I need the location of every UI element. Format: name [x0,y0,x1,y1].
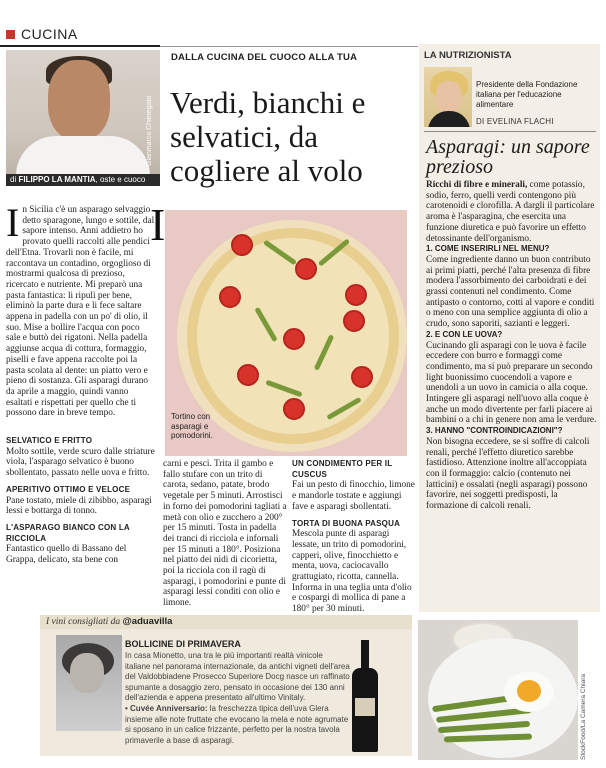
sidebar-answer: Cucinando gli asparagi con le uova è facile eccedere con burro e formaggi come condimento, ma si può preparare un secondo light buonissimo cuocendoli a vapore e unendoli a un uovo in camicia o alla coque. Intingere gli asparagi nell'uovo alla coque è anche un modo divertente per farli piacere ai bambini o a chi in genere non ama le verdure. [426,340,597,426]
bottle-neck [361,640,369,670]
section-text: Mescola punte di asparagi lessate, un trito di pomodorini, capperi, olive, finocchietto e menta, uova, caciocavallo grattugiato, ricotta, cannella. Informa in una teglia unta d'olio e cospargi di mollica di pane a 180° per 30 minuti. [292,529,412,615]
sidebar-answer: Come ingrediente danno un buon contributo ai primi piatti, perché l'alta presenza di fibre modera l'assorbimento dei carboidrati e dei grassi contenuti nel condimento. Come antipasto o contorno, cotti al vapore e conditi o meno con una semplice aggiunta di olio a crudo, sono saporiti, sazianti e leggeri. [426,254,595,330]
wine-title: BOLLICINE DI PRIMAVERA [125,639,241,649]
chef-caption-prefix: di [10,175,17,184]
sidebar-title: Asparagi: un sapore prezioso [426,136,590,178]
drop-cap: I [150,199,166,250]
tomato-slice [219,286,241,308]
wine-body [125,651,350,746]
section-text: Fai un pesto di finocchio, limone e mandorle tostate e aggiungi fave e asparagi sbollentati. [292,480,415,512]
tomato-slice [345,284,367,306]
chef-photo [6,50,160,185]
column-1-sections [6,430,156,566]
chef-name: FILIPPO LA MANTIA [18,175,96,184]
section-heading: UN CONDIMENTO PER IL CUSCUS [292,459,393,479]
sidebar-question: 3. HANNO "CONTROINDICAZIONI"? [426,426,563,436]
nutritionist-face [436,81,462,113]
asparagus-egg-photo [418,620,578,760]
wine-paragraph: la freschezza tipica dell'uva Glera insieme alle note fruttate che evocano la mela e note agrumate si sposano in un calice frizzante, perfetto per la nostra tavola primaverile a base di asparagi. [125,703,349,745]
bottle-label [355,698,375,716]
intro-column [6,200,156,419]
tomato-slice [343,310,365,332]
wine-paragraph: In casa Mionetto, una tra le più importanti realtà vinicole italiane nel panorama internazionale, da antichi vigneti dell'area del Valdobbiadene Prosecco Superiore Docg nasce un raffinato spumante a dosaggio zero, pensato in occasione dei 130 anni dell'azienda e appena presentato all'ultimo Vinitaly. [125,651,350,703]
sidebar-answer: Non bisogna eccedere, se si soffre di calcoli renali, perché l'effetto diuretico sarebbe fastidioso. Attenzione inoltre all'accoppiata con il formaggio: calcio (contenuto nei latticini) e ossalati (negli asparagi) possono favorire, nei soggetti predisposti, la formazione di calcoli renali. [426,436,590,512]
intro-drop-cap: I [6,200,20,245]
tomato-slice [351,366,373,388]
column-3 [292,459,416,615]
tomato-slice [295,258,317,280]
tomato-slice [231,234,253,256]
section-text: Pane tostato, miele di zibibbo, asparagi lessi e bottarga di tonno. [6,495,152,517]
article-kicker: DALLA CUCINA DEL CUOCO ALLA TUA [171,52,358,63]
section-marker [6,30,15,39]
intro-body: n Sicilia c'è un asparago selvaggio detto sparagone, lungo e sottile, dal sapore intenso. Anni addietro ho provato quelli raccolti alle pendici dell'Etna. Trovarli non è facile, mi raccontava un contadino, orgoglioso di mostrarmi qualcosa di prezioso, ricercato e nutriente. Mi preparò una pasta fantastica: li ripulì per bene, eliminò la parte dura e li fece saltare appena in padella con un po' di olio, il suo. Mise a bollire l'acqua con poco sale e buttò dei rigatoni. Nella padella aggiunse acqua di cottura, formaggio, piselli e fave appena raccolte poi la pasta scolata al dente: un piatto vero e pieno di sostanza. Gli asparagi durano da aprile a maggio, quindi vanno esaltati e rispettati per quello che ti possono dare in breve tempo. [6,205,155,419]
sidebar-question: 2. E CON LE UOVA? [426,329,503,339]
tomato-slice [283,398,305,420]
column-2: carni e pesci. Trita il gambo e fallo stufare con un trito di carota, sedano, patate, brodo vegetale per 5 minuti. Arrostisci in forno dei pomodorini tagliati a metà con olio e zucchero a 200° per 15 minuti. Tosta in padella dei tranci di ricciola e infornali per 15 minuti a 180°. Posiziona nel piatto dei nidi di cicorietta, poi la ricciola con il ragù di asparagi, i pomodorini e punte di asparagi lessi conditi con olio e limone. [163,459,287,609]
sommelier-photo [56,635,122,731]
header-rule [160,46,418,47]
nutritionist-photo [424,67,472,127]
section-heading: SELVATICO E FRITTO [6,436,93,445]
tart-caption: Tortino con asparagi e pomodorini. [171,412,213,440]
nutritionist-byline: DI EVELINA FLACHI [476,117,554,126]
section-heading: L'ASPARAGO BIANCO CON LA RICCIOLA [6,522,130,543]
section-heading: APERITIVO OTTIMO E VELOCE [6,484,131,494]
wine-cuvee-label: • Cuvée Anniversario: [125,703,208,713]
sidebar-body [426,180,598,512]
wine-bar-text [46,616,172,627]
chef-role: , oste e cuoco [95,175,146,184]
egg-yolk [517,680,541,702]
sidebar-lead-bold: Ricchi di fibre e minerali, [426,180,528,190]
nutritionist-role: Presidente della Fondazione italiana per l'educazione alimentare [476,80,578,109]
tomato-slice [283,328,305,350]
wine-bar-prefix: I vini consigliati da [46,617,121,627]
wine-handle-link[interactable]: @aduavilla [122,616,173,627]
wine-bottle [351,640,379,752]
section-label: CUCINA [21,26,78,42]
section-heading: TORTA DI BUONA PASQUA [292,518,401,528]
sidebar-question: 1. COME INSERIRLI NEL MENU? [426,244,550,254]
section-tab [0,22,160,47]
photo-credit: StockFood/La Camera Chiara [580,674,587,760]
chef-photo-credit: Gianmarco Chieregato [146,95,153,166]
article-headline: Verdi, bianchi e selvatici, da cogliere al volo [170,85,366,188]
nutritionist-body [428,111,470,127]
sidebar-lead: come potassio, sodio, ferro, quelli verdi contengono più carotenoidi e clorofilla. A dargli il particolare aroma è l'asparagina, che esercita una funzione diuretica e può favorire un effetto detossinante dell'organismo. [426,180,595,244]
tomato-slice [237,364,259,386]
chef-face [48,60,110,140]
sidebar-rule [424,131,596,132]
section-text: Molto sottile, verde scuro dalle striature viola, l'asparago selvatico è buono sbollentato, passato nelle uova e fritto. [6,446,155,479]
sommelier-face [70,653,104,693]
chef-caption [6,174,160,186]
section-text: Fantastico quello di Bassano del Grappa, delicato, sta bene con [6,544,127,566]
sidebar-label: LA NUTRIZIONISTA [424,50,512,61]
